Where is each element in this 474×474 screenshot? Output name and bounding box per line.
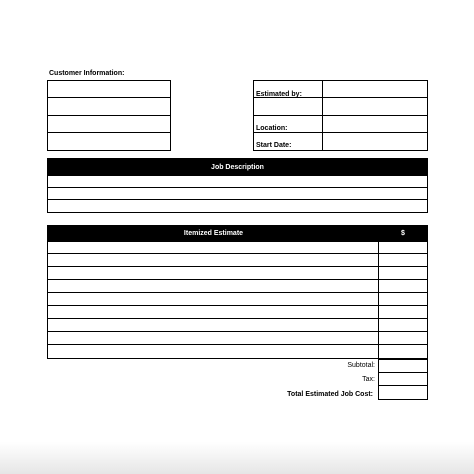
- total-estimated-job-cost-label: Total Estimated Job Cost:: [287, 391, 373, 398]
- job-description-table: [47, 158, 428, 213]
- start-date-label: Start Date:: [256, 142, 292, 149]
- row-divider: [48, 266, 427, 267]
- row-divider: [48, 253, 427, 254]
- subtotal-label: Subtotal:: [347, 362, 375, 369]
- location-label: Location:: [256, 125, 288, 132]
- row-divider: [48, 331, 427, 332]
- total-field[interactable]: [379, 386, 427, 399]
- row-divider: [48, 199, 427, 200]
- row-divider: [48, 305, 427, 306]
- column-divider: [378, 242, 379, 358]
- estimated-by-field[interactable]: [323, 97, 427, 113]
- row-divider: [48, 344, 427, 345]
- itemized-estimate-table: [47, 225, 428, 359]
- row-divider: [48, 97, 170, 98]
- row-divider: [48, 279, 427, 280]
- customer-information-label: Customer Information:: [49, 70, 125, 77]
- row-divider: [48, 187, 427, 188]
- tax-field[interactable]: [379, 373, 427, 385]
- row-divider: [48, 132, 170, 133]
- row-divider: [48, 115, 170, 116]
- estimated-by-label: Estimated by:: [256, 91, 302, 98]
- start-date-field[interactable]: [323, 132, 427, 150]
- customer-information-box[interactable]: [47, 80, 171, 151]
- subtotal-field[interactable]: [379, 360, 427, 371]
- page-bottom-shadow: [0, 442, 474, 474]
- tax-label: Tax:: [362, 376, 375, 383]
- itemized-estimate-header: Itemized Estimate: [48, 226, 379, 242]
- amount-column-header: $: [379, 226, 427, 242]
- location-field[interactable]: [323, 115, 427, 131]
- job-description-header: Job Description: [48, 159, 427, 176]
- row-divider: [48, 318, 427, 319]
- row-divider: [48, 292, 427, 293]
